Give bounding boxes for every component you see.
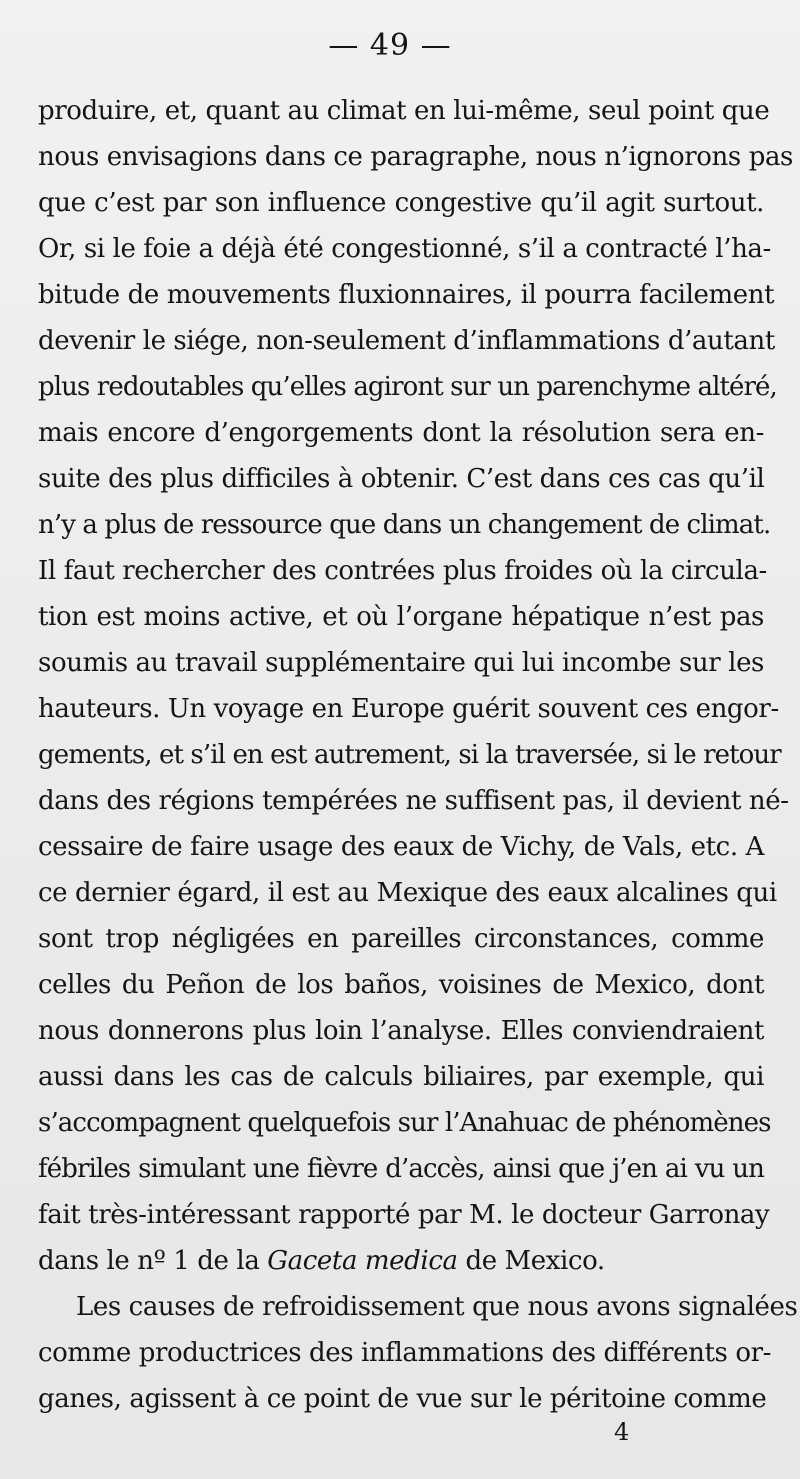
citation-line: [38, 1238, 764, 1284]
text-line: nous envisagions dans ce paragraphe, nous n’ignorons pas: [38, 142, 793, 172]
text-line: aussi dans les cas de calculs biliaires, par exemple, qui: [38, 1062, 764, 1092]
text-line: Il faut rechercher des contrées plus froides où la circula-: [38, 556, 767, 586]
paragraph-start: Les causes de refroidissement que nous avons signalées: [76, 1292, 798, 1322]
page-text: [38, 88, 798, 1422]
text-line: gements, et s’il en est autrement, si la traversée, si le retour: [38, 740, 781, 770]
text-line: devenir le siége, non-seulement d’inflammations d’autant: [38, 326, 775, 356]
text-line: bitude de mouvements fluxionnaires, il pourra facilement: [38, 280, 775, 310]
text-line: dans des régions tempérées ne suffisent pas, il devient né-: [38, 786, 789, 816]
text-line: s’accompagnent quelquefois sur l’Anahuac de phénomènes: [38, 1108, 771, 1138]
text-line: Or, si le foie a déjà été congestionné, s’il a contracté l’ha-: [38, 234, 771, 264]
text-line: n’y a plus de ressource que dans un changement de climat.: [38, 510, 771, 540]
text-line: sont trop négligées en pareilles circonstances, comme: [38, 924, 764, 954]
text-line: mais encore d’engorgements dont la résolution sera en-: [38, 418, 764, 448]
signature-mark: 4: [614, 1418, 630, 1446]
text-line: ganes, agissent à ce point de vue sur le péritoine comme: [38, 1384, 767, 1414]
text-line: fait très-intéressant rapporté par M. le docteur Garronay: [38, 1200, 770, 1230]
text-line: ce dernier égard, il est au Mexique des eaux alcalines qui: [38, 878, 777, 908]
text-line: tion est moins active, et où l’organe hépatique n’est pas: [38, 602, 764, 632]
text-line: suite des plus difficiles à obtenir. C’est dans ces cas qu’il: [38, 464, 765, 494]
page-number: — 49 —: [328, 28, 452, 63]
text-line: produire, et, quant au climat en lui-même, seul point que: [38, 96, 770, 126]
citation-text: de Mexico.: [457, 1246, 605, 1276]
text-line: comme productrices des inflammations des différents or-: [38, 1338, 772, 1368]
citation-text: dans le nº 1 de la: [38, 1246, 268, 1276]
text-line: fébriles simulant une fièvre d’accès, ainsi que j’en ai vu un: [38, 1154, 764, 1184]
text-line: cessaire de faire usage des eaux de Vichy, de Vals, etc. A: [38, 832, 764, 862]
text-line: nous donnerons plus loin l’analyse. Elles conviendraient: [38, 1016, 764, 1046]
text-line: soumis au travail supplémentaire qui lui incombe sur les: [38, 648, 764, 678]
text-line: plus redoutables qu’elles agiront sur un parenchyme altéré,: [38, 372, 777, 402]
text-line: que c’est par son influence congestive qu’il agit surtout.: [38, 188, 764, 218]
text-line: hauteurs. Un voyage en Europe guérit souvent ces engor-: [38, 694, 779, 724]
journal-title: Gaceta medica: [267, 1246, 458, 1276]
text-line: celles du Peñon de los baños, voisines de Mexico, dont: [38, 970, 764, 1000]
